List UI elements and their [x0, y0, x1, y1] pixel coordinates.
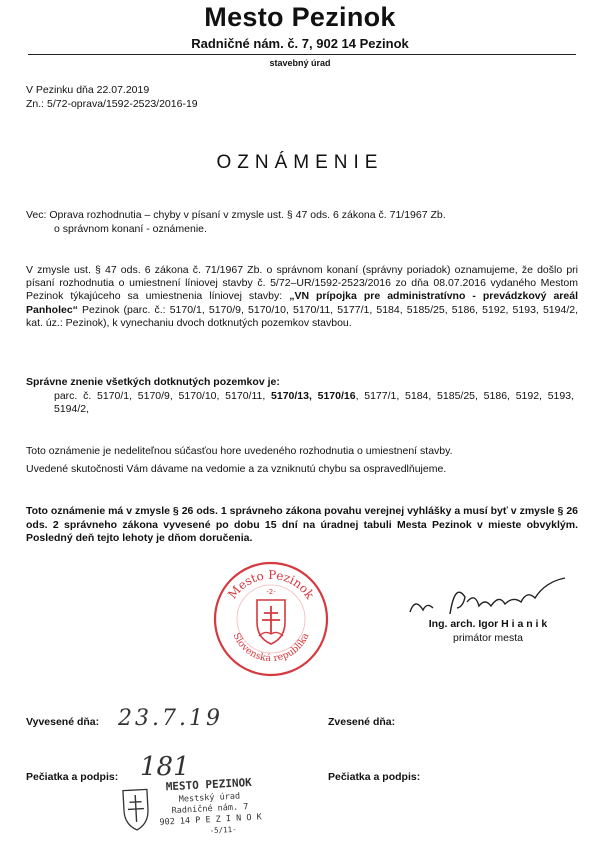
parcel-text-c: , 5177/1, 5184, 5185/25, 5186, 5192, 5193, 5194/2,	[54, 390, 574, 416]
body-paragraph	[26, 264, 578, 330]
city-title: Mesto Pezinok	[204, 2, 396, 32]
public-notice: Toto oznámenie má v zmysle § 26 ods. 1 správneho zákona povahu verejnej vyhlášky a musí byť v zmysle § 26 ods. 2 správneho zákona vyvesené po dobu 15 dní na úradnej tabuli Mesta Pezinok v mieste obvyklým. Posledný deň tejto lehoty je dňom doručenia.	[26, 505, 578, 545]
parcel-text-a: parc. č. 5170/1, 5170/9, 5170/10, 5170/11,	[54, 390, 272, 402]
stamp-signature-label-left: Pečiatka a podpis:	[26, 771, 119, 783]
handwritten-signature	[405, 572, 570, 622]
rect-stamp-line2: Mestský úrad	[178, 791, 241, 805]
stamp-bottom-text: Slovenská republika	[230, 631, 312, 665]
posted-date-handwritten: 23.7.19	[118, 706, 223, 731]
rect-stamp-line4: 902 14 P E Z I N O K	[159, 812, 262, 828]
parcel-list	[54, 390, 574, 416]
handwritten-number: 181	[140, 752, 190, 782]
round-official-stamp	[212, 560, 330, 678]
removed-label: Zvesené dňa:	[328, 716, 396, 728]
date-line: V Pezinku dňa 22.07.2019	[26, 84, 150, 96]
signatory-role: primátor mesta	[452, 632, 524, 644]
document-heading: OZNÁMENIE	[216, 152, 384, 173]
parcel-added: 5170/13, 5170/16	[271, 390, 356, 402]
body-text-c: Pezinok (parc. č.: 5170/1, 5170/9, 5170/10, 5170/11, 5177/1, 5184, 5185/25, 5186, 5192, 5193, 5194/2, kat. úz.: Pezinok), k vynechaniu dvoch dotknutých pozemkov stavbou.	[26, 303, 578, 329]
note-inseparable: Toto oznámenie je nedeliteľnou súčasťou hore uvedeného rozhodnutia o umiestnení stavby.	[26, 445, 453, 457]
small-coat-of-arms-icon	[123, 789, 149, 830]
stamp-top-text: Mesto Pezinok	[225, 567, 317, 602]
signatory-name: Ing. arch. Igor H i a n i k	[428, 618, 548, 630]
rect-stamp-line5: -5/11-	[209, 824, 237, 836]
body-text-a: V zmysle ust. § 47 ods. 6 zákona č. 71/1967 Zb. o správnom konaní (správny poriadok) oznamujeme, že došlo pri písaní rozhodnutia o umiestnení líniovej stavby č. 5/72–UR/1592-2523/2016 zo dňa 08.07.2016 vydaného Mestom Pezinok týkajúceho sa umiestnenia líniovej stavby:	[26, 264, 578, 303]
stamp-signature-label-right: Pečiatka a podpis:	[328, 771, 421, 783]
coat-of-arms-icon	[257, 600, 285, 644]
subject-line: Vec: Oprava rozhodnutia – chyby v písaní v zmysle ust. § 47 ods. 6 zákona č. 71/1967 Zb.	[26, 209, 446, 221]
project-name: „VN prípojka pre administratívno - prevádzkový areál Panholec“	[26, 290, 578, 316]
city-address: Radničné nám. č. 7, 902 14 Pezinok	[191, 36, 409, 51]
note-apology: Uvedené skutočnosti Vám dávame na vedomie a za vzniknutú chybu sa ospravedlňujeme.	[26, 463, 447, 475]
subject-line-2: o správnom konaní - oznámenie.	[54, 223, 207, 235]
posted-label: Vyvesené dňa:	[26, 716, 100, 728]
reference-number: Zn.: 5/72-oprava/1592-2523/2016-19	[26, 98, 198, 110]
header-rule	[28, 54, 576, 55]
rect-stamp-line1: MESTO PEZINOK	[165, 775, 253, 794]
rect-stamp-line3: Radničné nám. 7	[171, 802, 249, 817]
correct-heading: Správne znenie všetkých dotknutých pozemkov je:	[26, 376, 280, 388]
stamp-number: -2-	[266, 588, 276, 596]
rectangular-office-stamp	[118, 775, 268, 843]
office-name: stavebný úrad	[269, 58, 331, 68]
